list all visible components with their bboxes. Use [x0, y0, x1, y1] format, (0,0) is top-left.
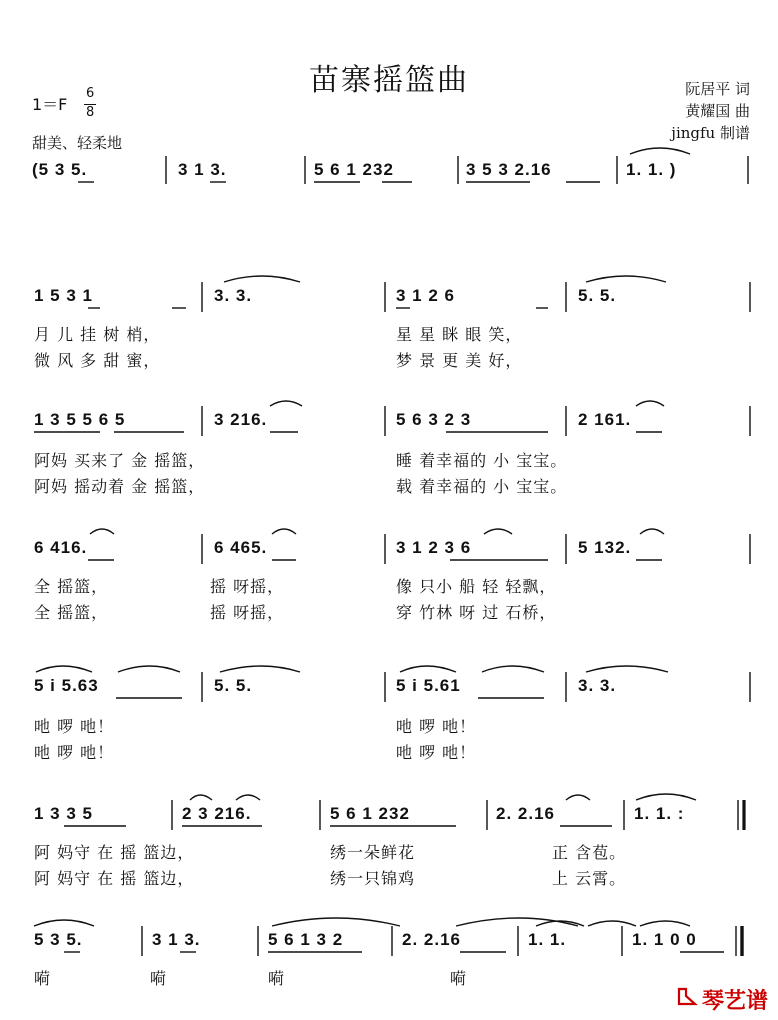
- line3-measure1: 1 3 5 5 6 5: [34, 410, 126, 429]
- slur: [636, 794, 696, 800]
- slur: [630, 148, 690, 154]
- line7-lyric-3: 嗬: [268, 969, 286, 988]
- line1-measure4: 3 5 3 2.16: [466, 160, 552, 179]
- line7-measure1: 5 3 5.: [34, 930, 83, 949]
- line5-measure1: 5 i 5.63: [34, 676, 99, 695]
- slur: [90, 529, 114, 534]
- slur: [190, 795, 212, 800]
- line7-lyric-2: 嗬: [150, 969, 168, 988]
- line7-measure4: 2. 2.16: [402, 930, 461, 949]
- line4-lyric1-c: 像 只小 船 轻 轻飘，: [396, 577, 557, 596]
- line6-measure2: 2 3 216.: [182, 804, 252, 823]
- line3-lyric2-b: 载 着幸福的 小 宝宝。: [396, 477, 568, 496]
- line2-lyric1-b: 星 星 眯 眼 笑，: [396, 325, 523, 344]
- slur: [220, 666, 300, 672]
- slur: [272, 918, 400, 926]
- line4-lyric2-b: 摇 呀摇，: [210, 603, 285, 622]
- slur: [640, 529, 664, 534]
- line5-lyric2-b: 吔 啰 吔！: [396, 743, 477, 762]
- line1-measure5: 1. 1. ): [626, 160, 677, 179]
- time-signature-bottom: 8: [86, 105, 95, 120]
- watermark-text: 琴艺谱: [702, 989, 769, 1014]
- slur: [640, 921, 690, 926]
- slur: [586, 666, 668, 672]
- composer-credit: 黄耀国 曲: [685, 102, 750, 120]
- line3-lyric1-a: 阿妈 买来了 金 摇篮，: [34, 451, 206, 470]
- expression-mark: 甜美、轻柔地: [32, 134, 123, 152]
- line5-lyric1-b: 吔 啰 吔！: [396, 717, 477, 736]
- line6-lyric1-a: 阿 妈守 在 摇 篮边，: [34, 843, 195, 862]
- line7-measure6: 1. 1 0 0: [632, 930, 697, 949]
- line6-measure1: 1 3 3 5: [34, 804, 93, 823]
- slur: [34, 920, 94, 926]
- line4-lyric1-a: 全 摇篮，: [34, 577, 109, 596]
- slur: [456, 918, 578, 926]
- line3-measure4: 2 161.: [578, 410, 632, 429]
- line4-lyric1-b: 摇 呀摇，: [210, 577, 285, 596]
- line3-measure2: 3 216.: [214, 410, 268, 429]
- line2-measure4: 5. 5.: [578, 286, 617, 305]
- line5-measure4: 3. 3.: [578, 676, 617, 695]
- line2-measure2: 3. 3.: [214, 286, 253, 305]
- page-title: 苗寨摇篮曲: [309, 63, 469, 98]
- slur: [118, 666, 180, 672]
- line4-measure2: 6 465.: [214, 538, 268, 557]
- engraver-credit: jingfu 制谱: [671, 124, 750, 142]
- line3-lyric2-a: 阿妈 摇动着 金 摇篮，: [34, 477, 206, 496]
- slur: [484, 529, 512, 534]
- line2-measure1: 1 5 3 1: [34, 286, 93, 305]
- key-signature: 1＝F: [32, 95, 68, 114]
- slur: [588, 921, 636, 926]
- line4-measure3: 3 1 2 3 6: [396, 538, 472, 557]
- line3-lyric1-b: 睡 着幸福的 小 宝宝。: [396, 451, 568, 470]
- slur: [236, 795, 260, 800]
- slur: [272, 529, 296, 534]
- lyricist-credit: 阮居平 词: [685, 80, 750, 98]
- time-signature-top: 6: [86, 86, 95, 101]
- line1-measure2: 3 1 3.: [178, 160, 227, 179]
- line6-lyric1-c: 正 含苞。: [552, 843, 627, 862]
- line4-measure1: 6 416.: [34, 538, 88, 557]
- line6-lyric2-b: 绣一只锦鸡: [330, 869, 416, 888]
- line6-lyric2-c: 上 云霄。: [552, 869, 627, 888]
- line7-lyric-4: 嗬: [450, 969, 468, 988]
- line5-measure2: 5. 5.: [214, 676, 253, 695]
- line7-measure2: 3 1 3.: [152, 930, 201, 949]
- line7-measure3: 5 6 1 3 2: [268, 930, 344, 949]
- line5-measure3: 5 i 5.61: [396, 676, 461, 695]
- slur: [636, 401, 664, 406]
- slur: [400, 666, 456, 672]
- slur: [566, 795, 590, 800]
- line6-measure5: 1. 1. :: [634, 804, 685, 823]
- slur: [586, 276, 666, 282]
- line5-lyric2-a: 吔 啰 吔！: [34, 743, 115, 762]
- line2-lyric2-b: 梦 景 更 美 好，: [396, 351, 523, 370]
- slur: [224, 276, 300, 282]
- line4-measure4: 5 132.: [578, 538, 632, 557]
- line2-lyric1-a: 月 儿 挂 树 梢，: [34, 325, 161, 344]
- line7-measure5: 1. 1.: [528, 930, 567, 949]
- line6-measure3: 5 6 1 232: [330, 804, 410, 823]
- line2-lyric2-a: 微 风 多 甜 蜜，: [34, 351, 161, 370]
- line7-lyric-1: 嗬: [34, 969, 52, 988]
- piano-logo-icon: [676, 986, 700, 1008]
- slur: [36, 666, 92, 672]
- slur: [482, 666, 544, 672]
- line4-lyric2-a: 全 摇篮，: [34, 603, 109, 622]
- line1-measure3: 5 6 1 232: [314, 160, 394, 179]
- line5-lyric1-a: 吔 啰 吔！: [34, 717, 115, 736]
- line6-lyric2-a: 阿 妈守 在 摇 篮边，: [34, 869, 195, 888]
- line2-measure3: 3 1 2 6: [396, 286, 455, 305]
- line1-measure1: (5 3 5.: [32, 160, 88, 179]
- line3-measure3: 5 6 3 2 3: [396, 410, 472, 429]
- line6-measure4: 2. 2.16: [496, 804, 555, 823]
- line6-lyric1-b: 绣一朵鲜花: [330, 843, 416, 862]
- line4-lyric2-c: 穿 竹林 呀 过 石桥，: [396, 603, 557, 622]
- slur: [270, 401, 302, 406]
